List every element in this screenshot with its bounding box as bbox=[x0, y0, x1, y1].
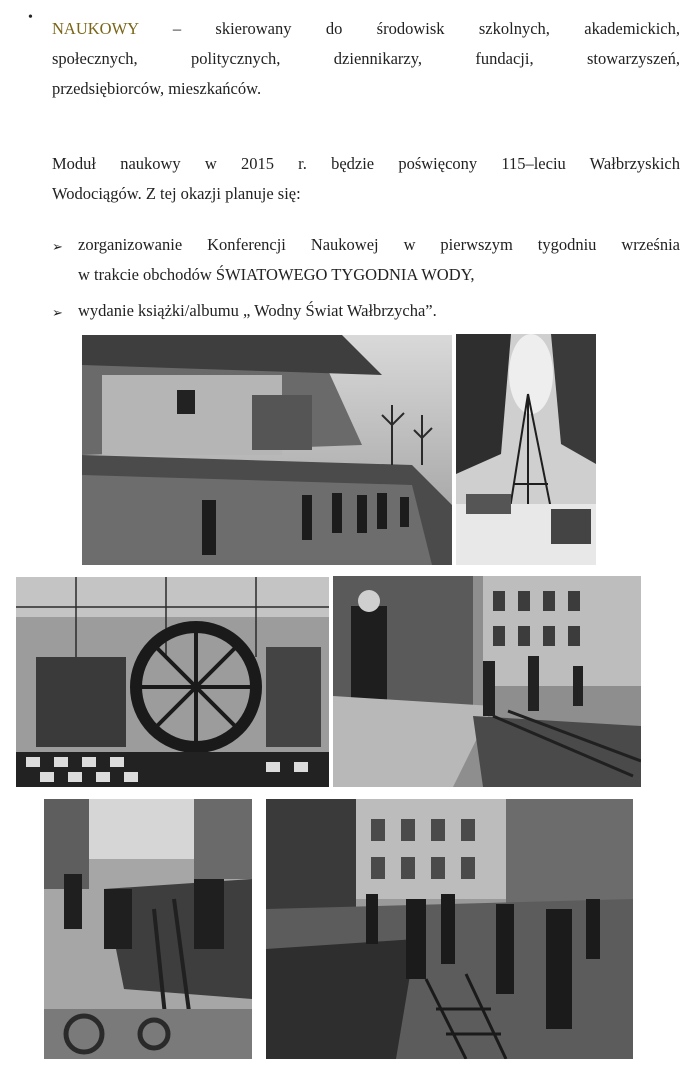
photo-steam-engine-flywheel bbox=[16, 577, 329, 787]
intro-paragraph bbox=[52, 149, 680, 209]
naukowy-line-2: społecznych, politycznych, dziennikarzy, fundacji, stowarzyszeń, bbox=[52, 49, 680, 68]
photo-old-building-workers bbox=[82, 335, 452, 565]
naukowy-line-1-rest: – skierowany do środowisk szkolnych, akademickich, bbox=[138, 19, 680, 38]
arrow-bullet-2: ➢ bbox=[52, 305, 63, 320]
naukowy-paragraph bbox=[52, 14, 680, 104]
list-item-1 bbox=[78, 230, 680, 290]
list-item-1-line-2: w trakcie obchodów ŚWIATOWEGO TYGODNIA WODY, bbox=[78, 265, 475, 284]
bullet-marker: • bbox=[28, 10, 33, 25]
photo-workers-trench-pipes bbox=[44, 799, 252, 1059]
naukowy-line-1 bbox=[52, 14, 680, 44]
photo-street-excavation-man bbox=[333, 576, 641, 787]
intro-line-1: Moduł naukowy w 2015 r. będzie poświęcony 115–leciu Wałbrzyskich bbox=[52, 154, 680, 173]
arrow-bullet-1: ➢ bbox=[52, 239, 63, 254]
photo-winter-drilling-rig bbox=[456, 334, 596, 565]
naukowy-heading: NAUKOWY bbox=[52, 19, 139, 38]
list-item-1-line-1: zorganizowanie Konferencji Naukowej w pierwszym tygodniu września bbox=[78, 235, 680, 254]
list-item-2-text: wydanie książki/albumu „ Wodny Świat Wałbrzycha”. bbox=[78, 301, 437, 320]
intro-line-2: Wodociągów. Z tej okazji planuje się: bbox=[52, 184, 301, 203]
photo-street-trench-crowd bbox=[266, 799, 633, 1059]
list-item-2 bbox=[78, 296, 680, 326]
naukowy-line-3: przedsiębiorców, mieszkańców. bbox=[52, 79, 262, 98]
